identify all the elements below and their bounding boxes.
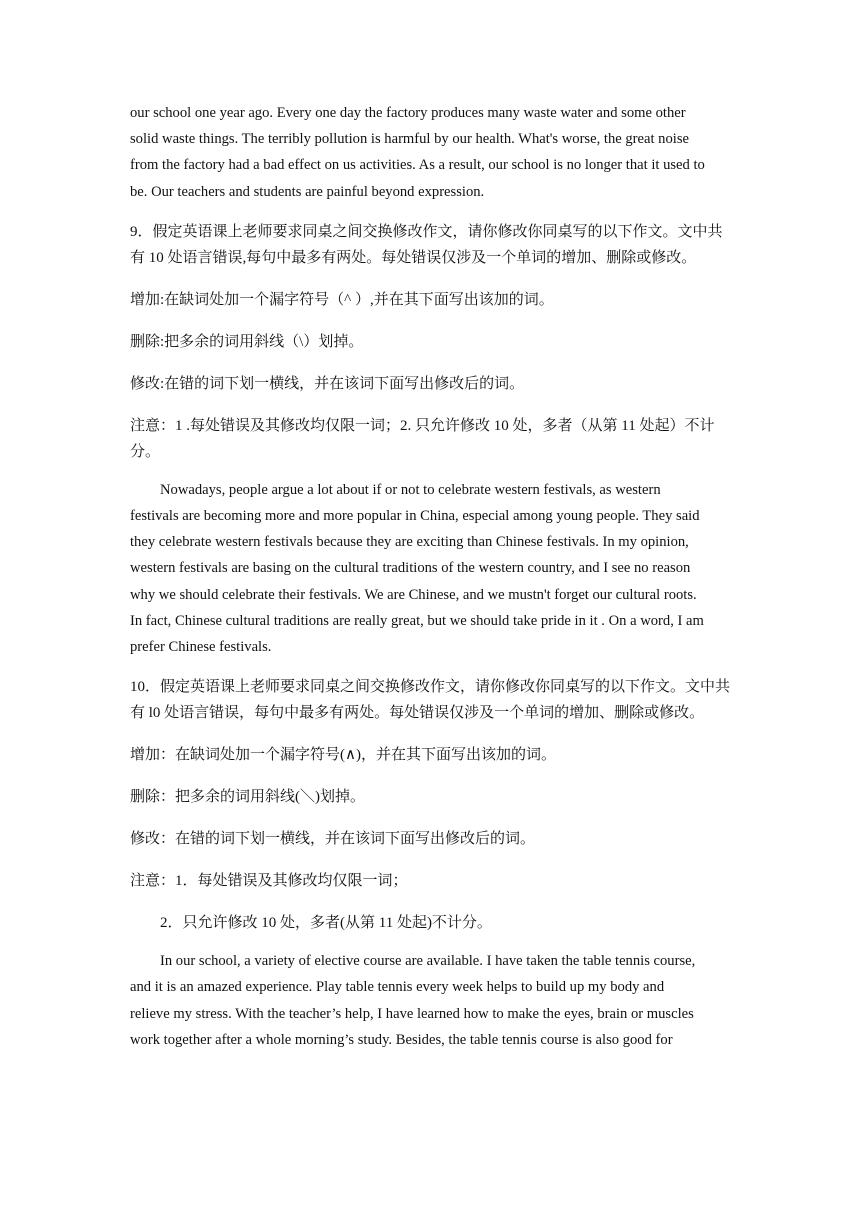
q10-note-2: 2．只允许修改 10 处，多者(从第 11 处起)不计分。 — [160, 915, 492, 932]
passage-line: our school one year ago. Every one day the factory produces many waste water and some other — [130, 105, 686, 121]
q10-modify-rule: 修改：在错的词下划一横线，并在该词下面写出修改后的词。 — [130, 831, 536, 848]
document-page — [130, 100, 730, 1053]
passage-line: In our school, a variety of elective course are available. I have taken the table tennis course, — [160, 953, 696, 970]
q9-delete-rule: 删除:把多余的词用斜线（\）划掉。 — [130, 333, 364, 350]
q10-prompt-line: 有 l0 处语言错误，每句中最多有两处。每处错误仅涉及一个单词的增加、删除或修改。 — [130, 705, 705, 722]
passage-line: Nowadays, people argue a lot about if or not to celebrate western festivals, as western — [160, 481, 661, 498]
q10-note-1: 注意：1．每处错误及其修改均仅限一词； — [130, 873, 408, 890]
q9-note-line: 分。 — [130, 443, 161, 460]
q9-prompt — [130, 219, 730, 271]
q9-prompt-line: 9．假定英语课上老师要求同桌之间交换修改作文，请你修改你同桌写的以下作文。文中共 — [130, 223, 723, 240]
passage-line: western festivals are basing on the cultural traditions of the western country, and I see no reason — [130, 560, 691, 577]
q9-passage — [130, 477, 730, 660]
passage-line: why we should celebrate their festivals. We are Chinese, and we mustn't forget our cultural roots. — [130, 586, 697, 603]
q9-modify-rule: 修改:在错的词下划一横线，并在该词下面写出修改后的词。 — [130, 375, 525, 392]
passage-line: relieve my stress. With the teacher’s help, I have learned how to make the eyes, brain or muscles — [130, 1005, 694, 1022]
passage-line: they celebrate western festivals because they are exciting than Chinese festivals. In my opinion, — [130, 534, 689, 551]
passage-line: and it is an amazed experience. Play table tennis every week helps to build up my body and — [130, 979, 665, 996]
q10-prompt-line: 10．假定英语课上老师要求同桌之间交换修改作文，请你修改你同桌写的以下作文。文中共 — [130, 679, 731, 696]
intro-passage — [130, 100, 730, 205]
passage-line: be. Our teachers and students are painful beyond expression. — [130, 183, 485, 200]
q9-note — [130, 413, 730, 465]
q9-add-rule: 增加:在缺词处加一个漏字符号（^ ）,并在其下面写出该加的词。 — [130, 291, 554, 308]
passage-line: festivals are becoming more and more popular in China, especial among young people. They said — [130, 508, 700, 525]
q9-note-line: 注意：1 .每处错误及其修改均仅限一词；2. 只允许修改 10 处，多者（从第 11 处起）不计 — [130, 417, 715, 434]
passage-line: from the factory had a bad effect on us activities. As a result, our school is no longer that it used to — [130, 157, 705, 174]
passage-line: In fact, Chinese cultural traditions are really great, but we should take pride in it . On a word, I am — [130, 612, 704, 629]
passage-line: prefer Chinese festivals. — [130, 639, 272, 656]
passage-line: work together after a whole morning’s study. Besides, the table tennis course is also good for — [130, 1031, 673, 1048]
q10-add-rule: 增加：在缺词处加一个漏字符号(∧)，并在其下面写出该加的词。 — [130, 747, 556, 764]
q10-prompt — [130, 674, 730, 726]
q10-passage — [130, 948, 730, 1053]
passage-line: solid waste things. The terribly pollution is harmful by our health. What's worse, the great noise — [130, 131, 689, 148]
q10-delete-rule: 删除：把多余的词用斜线(＼)划掉。 — [130, 789, 365, 806]
q9-prompt-line: 有 10 处语言错误,每句中最多有两处。每处错误仅涉及一个单词的增加、删除或修改。 — [130, 249, 697, 266]
